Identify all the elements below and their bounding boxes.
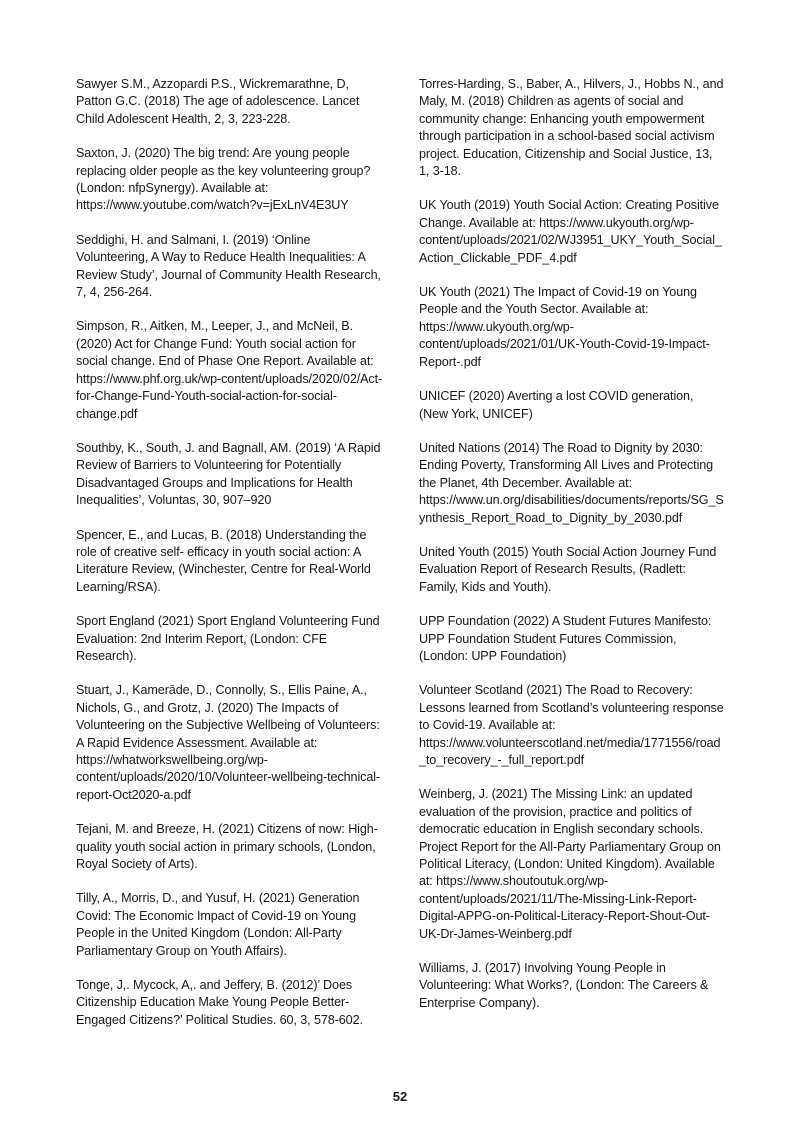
reference-entry: Sport England (2021) Sport England Volunteering Fund Evaluation: 2nd Interim Report, (London: CFE Research).: [76, 614, 380, 663]
reference-entry: Sawyer S.M., Azzopardi P.S., Wickremarathne, D, Patton G.C. (2018) The age of adolescence. Lancet Child Adolescent Health, 2, 3, 223-228.: [76, 77, 360, 126]
reference-entry: Seddighi, H. and Salmani, I. (2019) ‘Online Volunteering, A Way to Reduce Health Inequalities: A Review Study’, Journal of Community Health Research, 7, 4, 256-264.: [76, 232, 381, 300]
reference-entry: UK Youth (2019) Youth Social Action: Creating Positive Change. Available at: https://www.ukyouth.org/wp-content/uploads/2021/02/WJ3951_UKY_Youth_Social_Action_Clickable_PDF_4.pdf: [419, 198, 722, 265]
reference-entry: Weinberg, J. (2021) The Missing Link: an updated evaluation of the provision, practice and politics of democratic education in English secondary schools. Project Report for the All-Party Parliamentary Group on Political Literacy, (London: United Kingdom). Available at: https://www.shoutoutuk.org/wp-content/uploads/2021/11/The-Missing-Link-Report-Digital-APPG-on-Political-Literacy-Report-Shout-Out-UK-Dr-James-Weinberg.pdf: [419, 787, 721, 941]
reference-entry: United Youth (2015) Youth Social Action Journey Fund Evaluation Report of Research Results, (Radlett: Family, Kids and Youth).: [419, 544, 717, 594]
reference-entry: UNICEF (2020) Averting a lost COVID generation, (New York, UNICEF): [419, 389, 694, 421]
reference-entry: Stuart, J., Kamerāde, D., Connolly, S., Ellis Paine, A., Nichols, G., and Grotz, J. (2020) The Impacts of Volunteering on the Subjective Wellbeing of Volunteers: A Rapid Evidence Assessment. Available at: https://whatworkswellbeing.org/wp-content/uploads/2020/10/Volunteer-wellbeing-technical-report-Oct2020-a.pdf: [76, 683, 381, 802]
references-right-column: [419, 76, 725, 1029]
reference-entry: Torres-Harding, S., Baber, A., Hilvers, J., Hobbs N., and Maly, M. (2018) Children as agents of social and community change: Enhancing youth empowerment through participation in a school-based social activism project. Education, Citizenship and Social Justice, 13, 1, 3-18.: [419, 77, 724, 179]
reference-entry: United Nations (2014) The Road to Dignity by 2030: Ending Poverty, Transforming All Lives and Protecting the Planet, 4th December. Available at: https://www.un.org/disabilities/documents/reports/SG_Synthesis_Report_Road_to_Dignity_by_2030.pdf: [419, 440, 724, 525]
reference-entry: UPP Foundation (2022) A Student Futures Manifesto: UPP Foundation Student Futures Commission, (London: UPP Foundation): [419, 614, 712, 663]
reference-entry: Tonge, J,. Mycock, A,. and Jeffery, B. (2012)’ Does Citizenship Education Make Young People Better-Engaged Citizens?’ Political Studies. 60, 3, 578-602.: [76, 978, 363, 1027]
reference-entry: Spencer, E., and Lucas, B. (2018) Understanding the role of creative self- efficacy in youth social action: A Literature Review, (Winchester, Centre for Real-World Learning/RSA).: [76, 527, 371, 594]
reference-entry: Volunteer Scotland (2021) The Road to Recovery: Lessons learned from Scotland’s volunteering response to Covid-19. Available at: https://www.volunteerscotland.net/media/1771556/road_to_recovery_-_full_report.pdf: [419, 683, 724, 767]
reference-entry: Tejani, M. and Breeze, H. (2021) Citizens of now: High-quality youth social action in primary schools, (London, Royal Society of Arts).: [76, 822, 378, 872]
reference-entry: Williams, J. (2017) Involving Young People in Volunteering: What Works?, (London: The Careers & Enterprise Company).: [419, 961, 709, 1010]
page-number: 52: [392, 1089, 408, 1104]
reference-entry: Southby, K., South, J. and Bagnall, AM. (2019) ‘A Rapid Review of Barriers to Volunteering for Potentially Disadvantaged Groups and Implications for Health Inequalities’, Voluntas, 30, 907–920: [76, 440, 381, 508]
reference-entry: Tilly, A., Morris, D., and Yusuf, H. (2021) Generation Covid: The Economic Impact of Covid-19 on Young People in the United Kingdom (London: All-Party Parliamentary Group on Youth Affairs).: [76, 891, 360, 958]
reference-entry: Simpson, R., Aitken, M., Leeper, J., and McNeil, B. (2020) Act for Change Fund: Youth social action for social change. End of Phase One Report. Available at: https://www.phf.org.uk/wp-content/uploads/2020/02/Act-for-Change-Fund-Youth-social-action-for-social-change.pdf: [76, 319, 383, 421]
reference-entry: Saxton, J. (2020) The big trend: Are young people replacing older people as the key volunteering group? (London: nfpSynergy). Available at: https://www.youtube.com/watch?v=jExLnV4E3UY: [76, 146, 371, 213]
reference-entry: UK Youth (2021) The Impact of Covid-19 on Young People and the Youth Sector. Available at: https://www.ukyouth.org/wp-content/uploads/2021/01/UK-Youth-Covid-19-Impact-Report-.pdf: [419, 285, 710, 369]
references-left-column: [76, 76, 386, 1046]
